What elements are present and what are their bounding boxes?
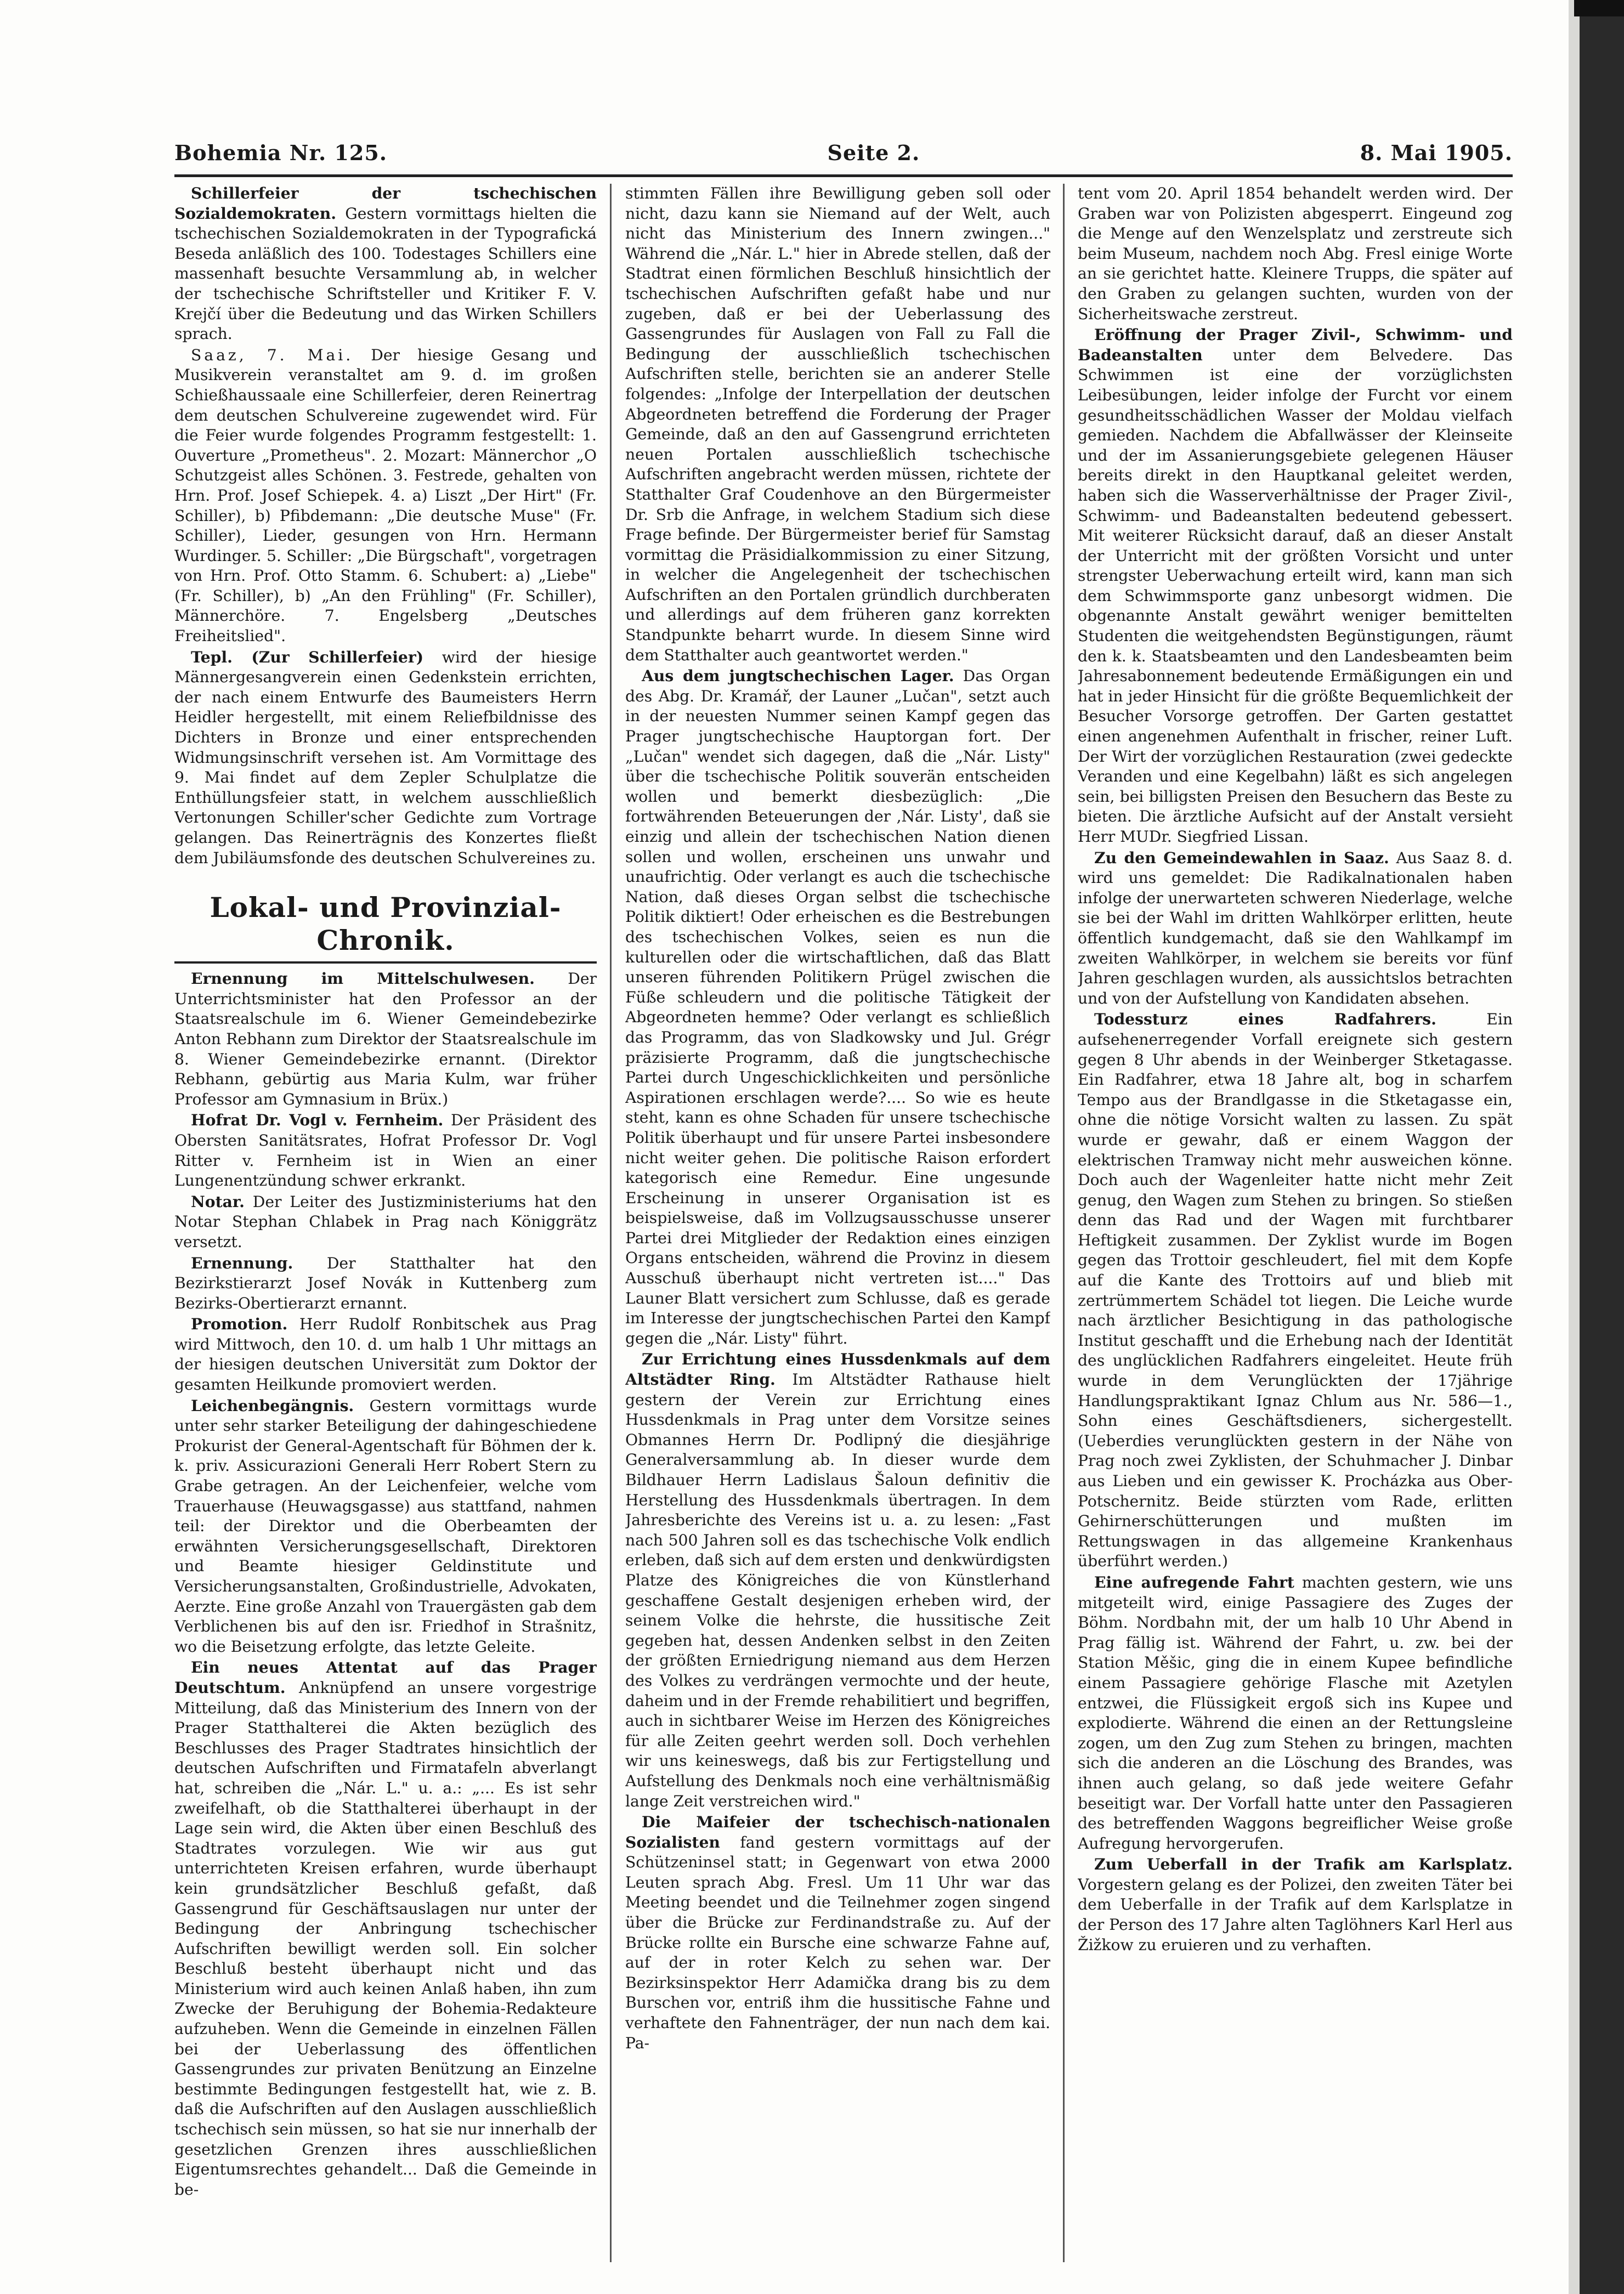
column-divider [610, 184, 612, 2262]
article-continuation: stimmten Fällen ihre Bewilligung geben soll oder nicht, dazu kann sie Niemand auf der Welt, auch nicht das Ministerium des Innern zwingen..." Während die „Nár. L." hier in Abrede stellen, daß der Stadtrat einen förmlichen Beschluß hinsichtlich der tschechischen Aufschriften gefaßt habe und nur zugeben, daß er bei der Ueberlassung des Gassengrundes für Auslagen von Fall zu Fall die Bedingung der ausschließlich tschechischen Aufschriften stelle, berichten sie an anderer Stelle folgendes: „Infolge der Interpellation der deutschen Abgeordneten betreffend die Forderung der Prager Gemeinde, daß an den auf Gassengrund errichteten neuen Portalen ausschließlich tschechische Aufschriften angebracht werden müssen, richtete der Statthalter Graf Coudenhove an den Bürgermeister Dr. Srb die Anfrage, in welchem Stadium sich diese Frage befinde. Der Bürgermeister berief für Samstag vormittag die Präsidialkommission zu einer Sitzung, in welcher die Angelegenheit der tschechischen Aufschriften an den Portalen gründlich durchberaten und allerdings auf dem früheren ganz korrekten Standpunkte beharrt wurde. In diesem Sinne wird dem Statthalter auch geantwortet werden." [625, 184, 1050, 664]
header-rule [174, 174, 1513, 177]
article-text: Der Statthalter hat den Bezirkstierarzt Josef Novák in Kuttenberg zum Bezirks-Obertierarzt ernannt. [174, 1254, 597, 1312]
article [174, 1192, 597, 1253]
article-headline: Zur Errichtung eines Hussdenkmals auf dem Altstädter Ring. [625, 1350, 1050, 1389]
column-divider [1063, 184, 1065, 2262]
article [1078, 848, 1513, 1009]
header-page: Seite 2. [827, 140, 920, 165]
article [1078, 1573, 1513, 1854]
article-headline: Eine aufregende Fahrt [1094, 1573, 1294, 1591]
article-headline: Ernennung. [191, 1254, 293, 1272]
article [174, 1111, 597, 1191]
article [174, 1396, 597, 1657]
article-headline: Aus dem jungtschechischen Lager. [642, 667, 954, 686]
article-text: Herr Rudolf Ronbitschek aus Prag wird Mittwoch, den 10. d. um halb 1 Uhr mittags an der hiesigen deutschen Universität zum Doktor der gesamten Heilkunde promoviert werden. [174, 1315, 597, 1394]
column-1 [174, 184, 597, 2257]
article-text: Im Altstädter Rathause hielt gestern der Verein zur Errichtung eines Hussdenkmals in Prag unter dem Vorsitze seines Obmannes Herrn Dr. Podlipný die diesjährige Generalversammlung ab. In dieser wurde dem Bildhauer Herrn Ladislaus Šaloun definitiv die Herstellung des Hussdenkmals übertragen. In dem Jahresberichte des Vereins ist u. a. zu lesen: „Fast nach 500 Jahren soll es das tschechische Volk endlich erleben, daß sich auf dem ersten und denkwürdigsten Platze des Königreiches die von Künstlerhand geschaffene Gestalt desjenigen erheben wird, der seinem Volke die hehrste, die hussitische Zeit gegeben hat, dessen Andenken selbst in den Zeiten der größten Erniedrigung niemand aus dem Herzen des Volkes zu verdrängen vermochte und der heute, daheim und in der Fremde rehabilitiert und begriffen, auch in sichtbarer Weise im Herzen des Königreiches für alle Zeiten geehrt werden soll. Doch verhehlen wir uns keineswegs, daß bis zur Fertigstellung und Aufstellung des Denkmals noch eine verhältnismäßig lange Zeit verstreichen wird." [625, 1370, 1050, 1810]
article [1078, 325, 1513, 847]
article-text: Aus Saaz 8. d. wird uns gemeldet: Die Radikalnationalen haben infolge der unerwarteten schweren Niederlage, welche sie bei der Wahl im dritten Wahlkörper erlitten, heute öffentlich kundgemacht, daß sie den Wahlkampf im zweiten Wahlkörper, in welchem sie bereits vor fünf Jahren geschlagen wurden, als aussichtslos betrachten und von der Aufstellung von Kandidaten absehen. [1078, 848, 1513, 1007]
article [174, 1315, 597, 1395]
article-headline: Eröffnung der Prager Zivil-, Schwimm- und Badeanstalten [1078, 326, 1513, 364]
article-headline: Leichenbegängnis. [191, 1396, 354, 1415]
article [1078, 1855, 1513, 1955]
scan-border [1580, 0, 1624, 2294]
article-text: unter dem Belvedere. Das Schwimmen ist eine der vorzüglichsten Leibesübungen, leider infolge der Furcht vor einem gesundheitsschädlichen Wasser der Moldau vielfach gemieden. Nachdem die Abfallwässer der Kleinseite und der im Assanierungsgebiete gelegenen Häuser bereits direkt in den Hauptkanal geleitet werden, haben sich die Wasserverhältnisse der Prager Zivil-, Schwimm- und Badeanstalten bedeutend gebessert. Mit weiterer Rücksicht darauf, daß an dieser Anstalt der Unterricht mit der größten Vorsicht und unter strengster Ueberwachung erteilt wird, kann man sich dem Schwimmsporte ganz unbesorgt widmen. Die obgenannte Anstalt gewährt weniger bemittelten Studenten die weitgehendsten Begünstigungen, räumt den k. k. Staatsbeamten und den Landesbeamten beim Jahresabonnement bedeutende Ermäßigungen ein und hat in jeder Hinsicht für die größte Bequemlichkeit der Besucher Vorsorge getroffen. Der Garten gestattet einen angenehmen Aufenthalt in frischer, reiner Luft. Der Wirt der vorzüglichen Restauration (zwei gedeckte Veranden und eine Kegelbahn) läßt es sich angelegen sein, bei billigsten Preisen den Besuchern das Beste zu bieten. Die ärztliche Aufsicht auf der Anstalt versieht Herr MUDr. Siegfried Lissan. [1078, 345, 1513, 846]
article [174, 1658, 597, 2200]
article [174, 1254, 597, 1314]
article-headline: Die Maifeier der tschechisch-nationalen Sozialisten [625, 1813, 1050, 1851]
article-text: Anknüpfend an unsere vorgestrige Mitteilung, daß das Ministerium des Innern von der Prager Statthalterei die Akten bezüglich des Beschlusses des Prager Stadtrates hinsichtlich der deutschen Aufschriften und Firmatafeln abverlangt hat, schreiben die „Nár. L." u. a.: „... Es ist sehr zweifelhaft, ob die Statthalterei überhaupt in der Lage sein wird, die Akten über einen Beschluß des Stadtrates vorzulegen. Wie wir aus gut unterrichteten Kreisen erfahren, wurde überhaupt kein grundsätzlicher Beschluß gefaßt, daß Gassengrund für Geschäftsauslagen nur unter der Bedingung der Anbringung tschechischer Aufschriften bewilligt werden soll. Ein solcher Beschluß besteht überhaupt nicht und das Ministerium wird auch keinen Anlaß haben, ihn zum Zwecke der Beruhigung der Bohemia-Redakteure aufzuheben. Wenn die Gemeinde in einzelnen Fällen bei der Ueberlassung des öffentlichen Gassengrundes zur privaten Benützung an Einzelne bestimmte Bedingungen festgestellt hat, wie z. B. daß die Aufschriften auf den Auslagen ausschließlich tschechisch sein müssen, so hat sie nur innerhalb der gesetzlichen Grenzen ihres ausschließlichen Eigentumsrechtes gehandelt... Daß die Gemeinde in be- [174, 1678, 597, 2199]
article-continuation: tent vom 20. April 1854 behandelt werden wird. Der Graben war von Polizisten abgesperrt. Eingeund zog die Menge auf den Wenzelsplatz und zerstreute sich beim Museum, nachdem noch Abg. Fresl einige Worte an sie gerichtet hatte. Kleinere Trupps, die später auf den Graben zu gelangen suchten, wurden von der Sicherheitswache zerstreut. [1078, 184, 1513, 323]
article-headline: Schillerfeier der tschechischen Sozialdemokraten. [174, 184, 597, 223]
section-title: Lokal- und Provinzial-Chronik. [210, 891, 562, 957]
column-2 [625, 184, 1050, 2257]
article-text: Der Unterrichtsminister hat den Professor an der Staatsrealschule im 6. Wiener Gemeindebezirke Anton Rebhann zum Direktor der Staatsrealschule im 8. Wiener Gemeindebezirke ernannt. (Direktor Rebhann, gebürtig aus Maria Kulm, war früher Professor am Gymnasium in Brüx.) [174, 970, 597, 1108]
article-text: Der Präsident des Obersten Sanitätsrates, Hofrat Professor Dr. Vogl Ritter v. Fernheim ist in Wien an einer Lungenentzündung schwer erkrankt. [174, 1111, 597, 1190]
article-text: Das Organ des Abg. Dr. Kramář, der Launer „Lučan", setzt auch in der neuesten Nummer seinen Kampf gegen das Prager jungtschechische Hauptorgan fort. Der „Lučan" wendet sich dagegen, daß die „Nár. Listy" über die tschechische Politik souverän entscheiden wollen und bemerkt diesbezüglich: „Die fortwährenden Beteuerungen der ‚Nár. Listy', daß sie einzig und allein der tschechischen Nation dienen sollen und wollen, erscheinen uns unwahr und unaufrichtig. Oder verlangt es auch die tschechische Nation, daß dieses Organ selbst die tschechische Politik diktiert! Oder erheischen es die Bestrebungen des tschechischen Volkes, seien es nun die kulturellen oder die wirtschaftlichen, daß das Blatt unseren führenden Politikern Prügel zwischen die Füße schleudern und die politische Tätigkeit der Abgeordneten hemme? Oder verlangt es schließlich das Programm, das von Sladkowsky und Jul. Grégr präzisierte Programm, daß die jungtschechische Partei durch Ungeschicklichkeiten und persönliche Aspirationen erschlagen werde?.... So wie es heute steht, kann es ohne Schaden für unsere tschechische Politik überhaupt und für unsere Partei insbesondere nicht weiter gehen. Die politische Raison erfordert kategorisch eine Remedur. Eine ungesunde Erscheinung in unserer Organisation ist es beispielsweise, daß im Vollzugsausschusse unserer Partei drei Mitglieder der Redaktion eines einzigen Organs entscheiden, während die Provinz in diesem Ausschuß überhaupt nicht vertreten ist...." Das Launer Blatt versichert zum Schlusse, daß es gerade im Interesse der jungtschechischen Partei den Kampf gegen die „Nár. Listy" führt. [625, 667, 1050, 1347]
article-text: Der Leiter des Justizministeriums hat den Notar Stephan Chlabek in Prag nach Königgrätz versetzt. [174, 1192, 597, 1251]
article-headline: Hofrat Dr. Vogl v. Fernheim. [191, 1111, 444, 1130]
article [174, 648, 597, 869]
article-headline: Notar. [191, 1192, 245, 1211]
page-edge-shadow [1569, 0, 1580, 2294]
article [625, 1350, 1050, 1811]
section-rule [174, 961, 597, 964]
article-headline: Promotion. [191, 1315, 288, 1334]
scan-corner [1574, 0, 1624, 16]
article [174, 184, 597, 344]
column-3 [1078, 184, 1513, 2257]
article-headline: Zum Ueberfall in der Trafik am Karlsplatz. [1094, 1855, 1513, 1874]
article [174, 969, 597, 1109]
article-dateline: Saaz, 7. Mai. [191, 345, 354, 364]
article-text: Gestern vormittags wurde unter sehr starker Beteiligung der dahingeschiedene Prokurist der General-Agentschaft für Böhmen der k. k. priv. Assicurazioni Generali Herr Robert Stern zu Grabe getragen. An der Leichenfeier, welche vom Trauerhause (Heuwagsgasse) aus stattfand, nahmen teil: der Direktor und die Oberbeamten der erwähnten Versicherungsgesellschaft, Direktoren und Beamte hiesiger Geldinstitute und Versicherungsanstalten, Großindustrielle, Advokaten, Aerzte. Eine große Anzahl von Trauergästen gab dem Verblichenen bis auf den isr. Friedhof in Strašnitz, wo die Beisetzung erfolgte, das letzte Geleite. [174, 1396, 597, 1656]
article-headline: Tepl. (Zur Schillerfeier) [191, 648, 424, 666]
article-text: Vorgestern gelang es der Polizei, den zweiten Täter bei dem Ueberfalle in der Trafik auf dem Karlsplatze in der Person des 17 Jahre alten Taglöhners Karl Herl aus Žižkow zu eruieren und zu verhaften. [1078, 1875, 1513, 1954]
article-text: wird der hiesige Männergesangverein einen Gedenkstein errichten, der nach einem Entwurfe des Baumeisters Herrn Heidler hergestellt, mit einem Reliefbildnisse des Dichters in Bronze und einer entsprechenden Widmungsinschrift versehen ist. Am Vormittage des 9. Mai findet auf dem Zepler Schulplatze die Enthüllungsfeier statt, in welchem ausschließlich Vertonungen Schiller'scher Gedichte zum Vortrage gelangen. Das Reinerträgnis des Konzertes fließt dem Jubiläumsfonde des deutschen Schulvereines zu. [174, 648, 597, 867]
header-date: 8. Mai 1905. [1360, 140, 1513, 165]
article-headline: Todessturz eines Radfahrers. [1094, 1010, 1436, 1029]
article [1078, 1010, 1513, 1572]
article-text: Der hiesige Gesang und Musikverein veranstaltet am 9. d. im großen Schießhaussaale eine Schillerfeier, deren Reinertrag dem deutschen Schulvereine zugewendet wird. Für die Feier wurde folgendes Programm festgestellt: 1. Ouverture „Prometheus". 2. Mozart: Männerchor „O Schutzgeist alles Schönen. 3. Festrede, gehalten von Hrn. Prof. Josef Schiepek. 4. a) Liszt „Der Hirt" (Fr. Schiller), b) Pfibdemann: „Die deutsche Muse" (Fr. Schiller), Lieder, gesungen von Hrn. Hermann Wurdinger. 5. Schiller: „Die Bürgschaft", vorgetragen von Hrn. Prof. Otto Stamm. 6. Schubert: a) „Liebe" (Fr. Schiller), b) „An den Frühling" (Fr. Schiller), Männerchöre. 7. Engelsberg „Deutsches Freiheitslied". [174, 345, 597, 645]
article-headline: Ernennung im Mittelschulwesen. [191, 970, 535, 988]
page-header [174, 136, 1513, 169]
article [625, 1812, 1050, 2053]
article-text: Ein aufsehenerregender Vorfall ereignete sich gestern gegen 8 Uhr abends in der Weinberger Stketagasse. Ein Radfahrer, etwa 18 Jahre alt, bog in scharfem Tempo aus der Brandlgasse in die Stketagasse ein, ohne die nötige Vorsicht walten zu lassen. Zu spät wurde er gewahr, daß er einem Waggon der elektrischen Tramway nicht mehr ausweichen könne. Doch auch der Wagenleiter hatte nicht mehr Zeit genug, den Wagen zum Stehen zu bringen. So stießen denn das Rad und der Wagen mit furchtbarer Heftigkeit zusammen. Der Zyklist wurde im Bogen gegen das Trottoir geschleudert, fiel mit dem Kopfe auf die Kante des Trottoirs auf und blieb mit zertrümmertem Schädel tot liegen. Die Leiche wurde nach ärztlicher Besichtigung in das pathologische Institut geschafft und die Erhebung nach der Identität des unglücklichen Radfahrers eingeleitet. Heute früh wurde in dem Verunglückten der 17jährige Handlungspraktikant Ignaz Chlum aus Nr. 586—1., Sohn eines Geschäftsdieners, sichergestellt. (Ueberdies verunglückten gestern in der Nähe von Prag noch zwei Zyklisten, der Schuhmacher J. Dinbar aus Lieben und ein gewisser K. Procházka aus Ober-Potschernitz. Beide stürzten vom Rade, erlitten Gehirnerschütterungen und mußten im Rettungswagen in das allgemeine Krankenhaus überführt werden.) [1078, 1010, 1513, 1571]
article [174, 345, 597, 647]
article [625, 666, 1050, 1349]
article-text: fand gestern vormittags auf der Schützeninsel statt; in Gegenwart von etwa 2000 Leuten sprach Abg. Fresl. Um 11 Uhr war das Meeting beendet und die Teilnehmer zogen singend über die Brücke zur Ferdinandstraße zu. Auf der Brücke rollte ein Bursche eine schwarze Fahne auf, auf der in roter Kelch zu sehen war. Der Bezirksinspektor Herr Adamička drang bis zu dem Burschen vor, entriß ihm die hussitische Fahne und verhaftete den Fahnenträger, der nun nach dem kai. Pa- [625, 1833, 1050, 2052]
article-text: machten gestern, wie uns mitgeteilt wird, einige Passagiere des Zuges der Böhm. Nordbahn mit, der um halb 10 Uhr Abend in Prag fällig ist. Während der Fahrt, u. zw. bei der Station Měšic, ging die in einem Kupee befindliche einem Passagiere gehörige Flasche mit Azetylen entzwei, die Flüssigkeit ergoß sich ins Kupee und explodierte. Während die einen an der Rettungsleine zogen, um den Zug zum Stehen zu bringen, machten sich die anderen an die Löschung des Brandes, was ihnen auch gelang, so daß jede weitere Gefahr beseitigt war. Der Vorfall hatte unter den Passagieren des betreffenden Waggons begreiflicher Weise große Aufregung hervorgerufen. [1078, 1573, 1513, 1853]
header-issue: Bohemia Nr. 125. [174, 140, 388, 165]
article-headline: Ein neues Attentat auf das Prager Deutschtum. [174, 1658, 597, 1697]
article-text: Gestern vormittags hielten die tschechischen Sozialdemokraten in der Typografická Beseda anläßlich des 100. Todestages Schillers eine massenhaft besuchte Versammlung ab, in welcher der tschechische Schriftsteller und Kritiker F. V. Krejčí über die Bedeutung und das Wirken Schillers sprach. [174, 204, 597, 343]
article-headline: Zu den Gemeindewahlen in Saaz. [1094, 848, 1389, 867]
